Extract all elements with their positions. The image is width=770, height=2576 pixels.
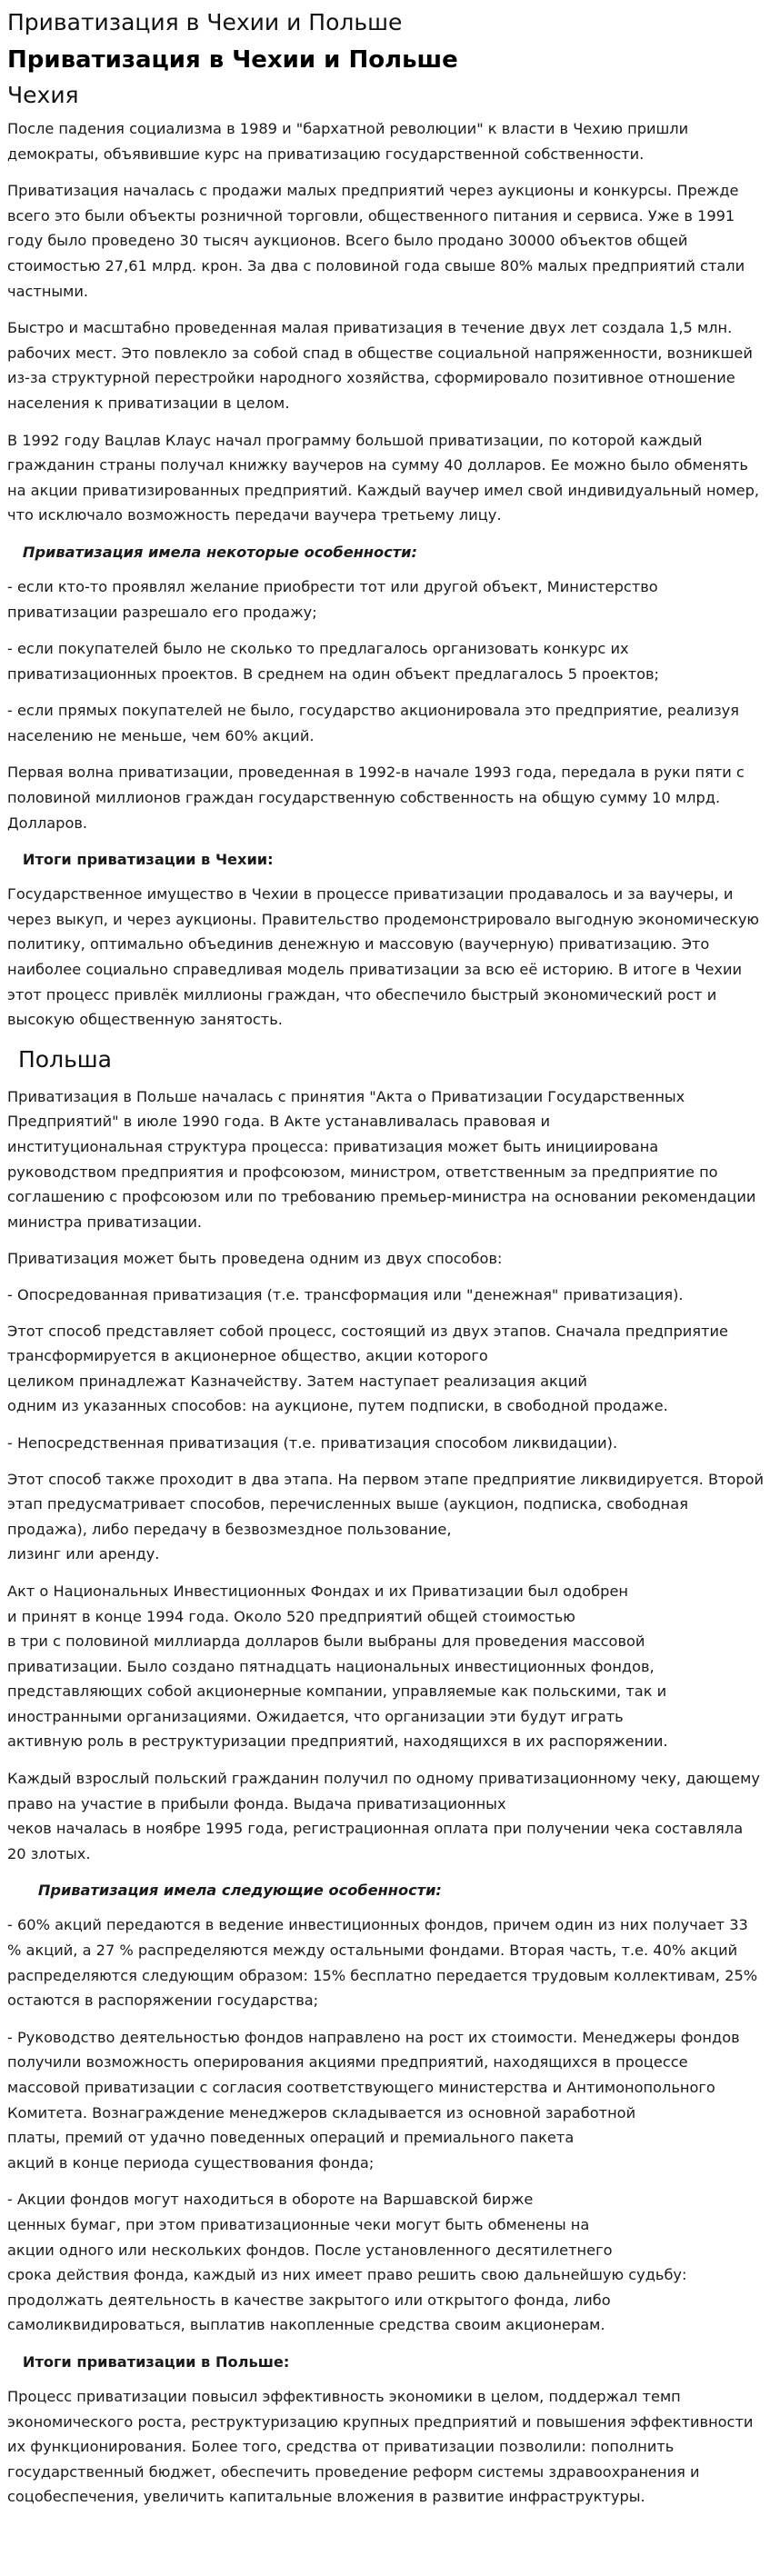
czech-heading: Чехия (7, 82, 79, 108)
poland-paragraph: Приватизация может быть проведена одним из двух способов: (7, 1250, 503, 1268)
poland-paragraph: Приватизация в Польше началась с принятия "Акта о Приватизации Государственных Предприятий" в июле 1990 года. В Акте устанавливалась правовая и институциональная структура процесса: приватизация может быть инициирована руководством предприятия и профсоюзом, министром, ответственным за предприятие по соглашению с профсоюзом или по требованию премьер-министра на основании рекомендации министра приватизации. (7, 1087, 756, 1231)
czech-feature-item: - если прямых покупателей не было, государство акционировала это предприятие, реализуя населению не меньше, чем 60% акций. (7, 702, 739, 744)
poland-paragraph: Этот способ также проходит в два этапа. На первом этапе предприятие ликвидируется. Второй этап предусматривает способов, перечисленных выше (аукцион, подписка, свободная продажа), либо передачу в безвозмездное пользование, лизинг или аренду. (7, 1470, 765, 1563)
czech-paragraph: Быстро и масштабно проведенная малая приватизация в течение двух лет создала 1,5 млн. рабочих мест. Это повлекло за собой спад в обществе социальной напряженности, возникшей из-за структурной перестройки народного хозяйства, сформировало позитивное отношение населения к приватизации в целом. (7, 319, 753, 412)
poland-paragraph: - Непосредственная приватизация (т.е. приватизация способом ликвидации). (7, 1433, 618, 1452)
czech-paragraph: В 1992 году Вацлав Клаус начал программу большой приватизации, по которой каждый гражданин страны получал книжку ваучеров на сумму 40 долларов. Ее можно было обменять на акции приватизированных предприятий. Каждый ваучер имел свой индивидуальный номер, что исключало возможность передачи ваучера третьему лицу. (7, 431, 760, 524)
poland-section (7, 1044, 765, 2510)
poland-results-heading: Итоги приватизации в Польше: (22, 2352, 290, 2371)
poland-results-paragraph: Процесс приватизации повысил эффективность экономики в целом, поддержал темп экономического роста, реструктуризацию крупных предприятий и повышения эффективности их функционирования. Более того, средства от приватизации позволили: пополнить государственный бюджет, обеспечить проведение реформ системы здравоохранения и соцобеспечения, увеличить капитальные вложения в развитие инфраструктуры. (7, 2387, 754, 2506)
czech-feature-item: - если покупателей было не сколько то предлагалось организовать конкурс их приватизационных проектов. В среднем на один объект предлагалось 5 проектов; (7, 640, 660, 683)
poland-feature-item: - Акции фондов могут находиться в обороте на Варшавской бирже ценных бумаг, при этом приватизационные чеки могут быть обменены на акции одного или нескольких фондов. После установленного десятилетнего срока действия фонда, каждый из них имеет право решить свою дальнейшую судьбу: продолжать деятельность в качестве закрытого или открытого фонда, либо самоликвидироваться, выплатив накопленные средства своим акционерам. (7, 2191, 687, 2334)
czech-section (7, 80, 765, 1033)
czech-features-heading: Приватизация имела некоторые особенности: (22, 543, 417, 561)
czech-paragraph: Первая волна приватизации, проведенная в 1992-в начале 1993 года, передала в руки пяти с половиной миллионов граждан государственную собственность на общую сумму 10 млрд. Долларов. (7, 764, 745, 832)
poland-paragraph: - Опосредованная приватизация (т.е. трансформация или "денежная" приватизация). (7, 1285, 684, 1303)
poland-features-heading: Приватизация имела следующие особенности: (37, 1882, 442, 1900)
czech-results-paragraph: Государственное имущество в Чехии в процессе приватизации продавалось и за ваучеры, и через выкуп, и через аукционы. Правительство продемонстрировало выгодную экономическую политику, оптимально объединив денежную и массовую (ваучерную) приватизацию. Это наиболее социально справедливая модель приватизации за всю её историю. В итоге в Чехии этот процесс привлёк миллионы граждан, что обеспечило быстрый экономический рост и высокую общественную занятость. (7, 885, 760, 1029)
czech-feature-item: - если кто-то проявлял желание приобрести тот или другой объект, Министерство приватизации разрешало его продажу; (7, 577, 658, 621)
poland-feature-item: - 60% акций передаются в ведение инвестиционных фондов, причем один из них получает 33 % акций, а 27 % распределяются между остальными фондами. Вторая часть, т.е. 40% акций распределяются следующим образом: 15% бесплатно передается трудовым коллективам, 25% остаются в распоряжении государства; (7, 1916, 758, 2010)
poland-paragraph: Каждый взрослый польский гражданин получил по одному приватизационному чеку, дающему право на участие в прибыли фонда. Выдача приватизационных чеков началась в ноябре 1995 года, регистрационная оплата при получении чека составляла 20 злотых. (7, 1770, 760, 1862)
page-title: Приватизация в Чехии и Польше (7, 9, 403, 35)
poland-paragraph: Акт о Национальных Инвестиционных Фондах и их Приватизации был одобрен и принят в конце 1994 года. Около 520 предприятий общей стоимостью в три с половиной миллиарда долларов были выбраны для проведения массовой приватизации. Было создано пятнадцать национальных инвестиционных фондов, представляющих собой акционерные компании, управляемые как польскими, так и иностранными организациями. Ожидается, что организации эти будут играть активную роль в реструктуризации предприятий, находящихся в их распоряжении. (7, 1582, 668, 1751)
czech-paragraph: Приватизация началась с продажи малых предприятий через аукционы и конкурсы. Прежде всего это были объекты розничной торговли, общественного питания и сервиса. Уже в 1991 году было проведено 30 тысяч аукционов. Всего было продано 30000 объектов общей стоимостью 27,61 млрд. крон. За два с половиной года свыше 80% малых предприятий стали частными. (7, 182, 745, 300)
czech-paragraph: После падения социализма в 1989 и "бархатной революции" к власти в Чехию пришли демократы, объявившие курс на приватизацию государственной собственности. (7, 120, 689, 163)
poland-heading: Польша (18, 1045, 113, 1073)
document-heading: Приватизация в Чехии и Польше (7, 46, 458, 74)
czech-results-heading: Итоги приватизации в Чехии: (22, 851, 274, 869)
poland-feature-item: - Руководство деятельностью фондов направлено на рост их стоимости. Менеджеры фондов получили возможность оперирования акциями предприятий, находящихся в процессе массовой приватизации с согласия соответствующего министерства и Антимонопольного Комитета. Вознаграждение менеджеров складывается из основной заработной платы, премий от удачно поведенных операций и премиального пакета акций в конце периода существования фонда; (7, 2028, 740, 2172)
poland-paragraph: Этот способ представляет собой процесс, состоящий из двух этапов. Сначала предприятие трансформируется в акционерное общество, акции которого целиком принадлежат Казначейству. Затем наступает реализация акций одним из указанных способов: на аукционе, путем подписки, в свободной продаже. (7, 1322, 728, 1415)
